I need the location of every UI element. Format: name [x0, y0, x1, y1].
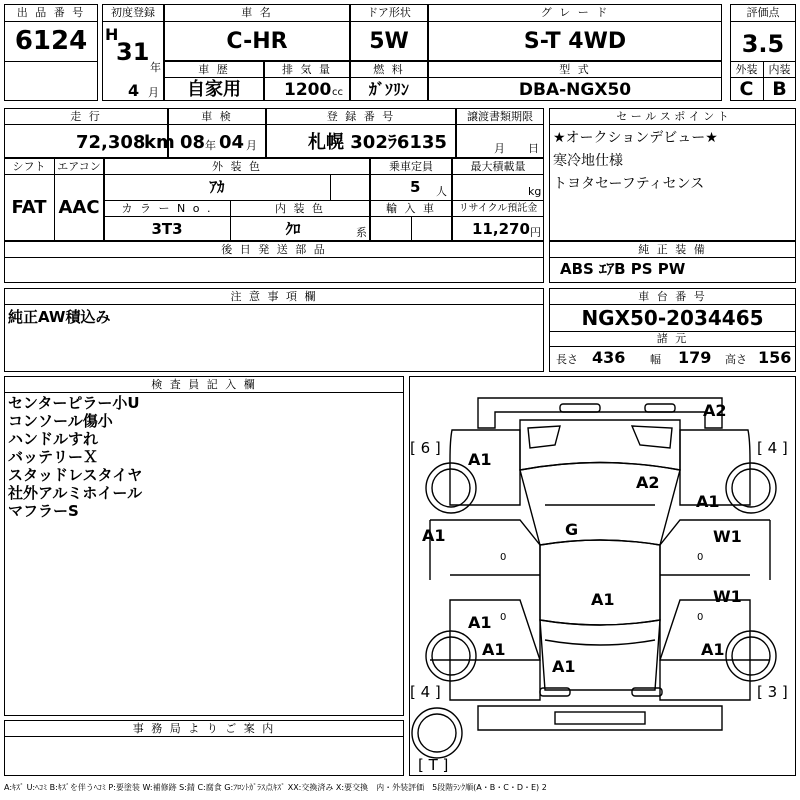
displacement-label: 排 気 量 — [282, 63, 332, 76]
damage-fr-fender: A1 — [696, 492, 720, 511]
damage-l-door-f-zero: 0 — [500, 552, 507, 563]
car-name: C-HR — [226, 29, 288, 54]
shift-label: シフト — [12, 160, 46, 173]
aircon-label: エアコン — [57, 160, 101, 173]
specs-height-label: 高さ — [725, 353, 747, 366]
int-color-unit: 系 — [356, 226, 367, 239]
plate-label: 登 録 番 号 — [326, 110, 396, 123]
inspector-line: マフラーS — [8, 502, 79, 520]
tire-mark-rr: [ 3 ] — [757, 683, 788, 701]
inspector-label: 検 査 員 記 入 欄 — [151, 378, 257, 391]
equipment-label: 純 正 装 備 — [638, 243, 707, 256]
reg-era: H — [105, 25, 119, 44]
damage-rr-fender: A1 — [701, 640, 725, 659]
color-no-value: 3T3 — [151, 220, 183, 238]
inspector-line: センターピラー小U — [8, 394, 140, 412]
car-label: 車 名 — [241, 6, 273, 19]
score-value: 3.5 — [741, 30, 785, 58]
damage-r-door-f: W1 — [713, 527, 742, 546]
damage-front-bumper: A2 — [703, 401, 727, 420]
equipment-value: ABS ｴｱB PS PW — [560, 260, 686, 278]
damage-fl-fender: A1 — [468, 450, 492, 469]
damage-l-door-r-zero: 0 — [500, 612, 507, 623]
displacement-value: 1200 — [284, 80, 332, 100]
plate-value: 札幌 302ﾗ6135 — [308, 132, 447, 153]
tire-mark-fr: [ 4 ] — [757, 439, 788, 457]
score-int-label: 内装 — [768, 63, 791, 76]
damage-rl-fender: A1 — [482, 640, 506, 659]
ext-color-label: 外 装 色 — [212, 160, 262, 173]
load-label: 最大積載量 — [470, 160, 526, 173]
damage-r-door-r: W1 — [713, 587, 742, 606]
specs-width: 179 — [678, 348, 712, 367]
reg-month: 4 — [128, 81, 140, 100]
specs-length-label: 長さ — [556, 353, 578, 366]
specs-height: 156 — [758, 348, 792, 367]
inspector-line: バッテリーＸ — [8, 448, 99, 466]
mileage-unit: km — [144, 132, 175, 153]
notes-label: 注 意 事 項 欄 — [230, 290, 318, 303]
recycle-label: リサイクル預託金 — [458, 203, 538, 214]
specs-length: 436 — [592, 348, 626, 367]
fuel-value: ｶﾞｿﾘﾝ — [368, 80, 409, 99]
ext-color-value: ｱｶ — [209, 178, 225, 196]
inspector-line: コンソール傷小 — [8, 412, 113, 430]
chassis-label: 車 台 番 号 — [638, 290, 707, 303]
inspection-month-unit: 月 — [246, 139, 257, 152]
capacity-label: 乗車定員 — [389, 160, 433, 173]
selling-line: 寒冷地仕様 — [553, 153, 623, 169]
grade-value: S-T 4WD — [523, 29, 627, 54]
damage-roof: G — [565, 520, 579, 539]
score-ext-label: 外装 — [735, 63, 758, 76]
damage-trunk: A1 — [591, 590, 615, 609]
recycle-unit: 円 — [530, 226, 541, 239]
history-label: 車 歴 — [198, 63, 230, 76]
score-ext: C — [739, 78, 754, 100]
inspection-label: 車 検 — [201, 110, 233, 123]
doors-value: 5W — [369, 29, 409, 54]
reg-year: 31 — [116, 38, 150, 66]
inspection-month: 04 — [219, 132, 245, 153]
shift-value: FAT — [11, 197, 47, 218]
transfer-day-unit: 日 — [528, 142, 539, 155]
inspection-year: 08 — [180, 132, 206, 153]
damage-r-door-r-zero: 0 — [697, 612, 704, 623]
tire-mark-fl: [ 6 ] — [410, 439, 441, 457]
specs-label: 諸 元 — [656, 332, 689, 345]
import-label: 輸 入 車 — [386, 202, 436, 215]
int-color-label: 内 装 色 — [275, 202, 325, 215]
selling-line: トヨタセーフティセンス — [553, 176, 705, 192]
chassis-value: NGX50-2034465 — [581, 306, 764, 330]
tire-mark-spare: [ T ] — [418, 756, 449, 774]
score-label: 評価点 — [746, 6, 780, 19]
later-parts-label: 後 日 発 送 部 品 — [221, 243, 327, 256]
fuel-label: 燃 料 — [373, 63, 405, 76]
doors-label: ドア形状 — [367, 6, 411, 19]
load-unit: kg — [528, 185, 542, 198]
damage-rear: A1 — [552, 657, 576, 676]
transfer-month-unit: 月 — [494, 142, 505, 155]
reg-year-unit: 年 — [150, 61, 161, 74]
inspection-year-unit: 年 — [205, 139, 216, 152]
model-value: DBA-NGX50 — [518, 80, 632, 100]
capacity-unit: 人 — [436, 185, 447, 198]
capacity-value: 5 — [410, 178, 421, 196]
lot-number: 6124 — [14, 26, 88, 56]
selling-line: ★オークションデビュー★ — [553, 130, 718, 146]
damage-r-door-f-zero: 0 — [697, 552, 704, 563]
aircon-value: AAC — [58, 197, 100, 218]
color-no-label: カ ラ ー N o . — [121, 202, 213, 215]
grade-label: グ レ ー ド — [540, 6, 610, 19]
model-label: 型 式 — [559, 63, 591, 76]
office-label: 事 務 局 よ り ご 案 内 — [132, 722, 276, 735]
mileage-label: 走 行 — [70, 110, 102, 123]
selling-label: セ ー ル ス ポ イ ン ト — [616, 110, 729, 123]
history-value: 自家用 — [187, 79, 241, 100]
reg-month-unit: 月 — [148, 86, 159, 99]
damage-l-door-r: A1 — [468, 613, 492, 632]
recycle-value: 11,270 — [472, 220, 530, 238]
int-color-value: ｸﾛ — [285, 220, 301, 238]
specs-width-label: 幅 — [650, 353, 661, 366]
displacement-unit: cc — [332, 87, 343, 98]
damage-l-door-f: A1 — [422, 526, 446, 545]
tire-mark-rl: [ 4 ] — [410, 683, 441, 701]
score-int: B — [772, 78, 787, 100]
damage-hood: A2 — [636, 473, 660, 492]
reg-label: 初度登録 — [111, 6, 155, 19]
inspector-line: ハンドルすれ — [8, 430, 99, 448]
legend: A:ｷｽﾞ U:ﾍｺﾐ B:ｷｽﾞを伴うﾍｺﾐ P:要塗装 W:補修跡 S:錆 C:腐食 G:ﾌﾛﾝﾄｶﾞﾗｽ点ｷｽﾞ XX:交換済み X:要交換 内・外装評価 5段階ﾗﾝｸ順(A・B・C・D・E) 2 — [4, 783, 547, 792]
notes-value: 純正AW積込み — [8, 308, 111, 326]
mileage-value: 72,308 — [76, 132, 146, 153]
inspector-line: スタッドレスタイヤ — [8, 466, 143, 484]
transfer-label: 譲渡書類期限 — [467, 110, 533, 123]
inspector-line: 社外アルミホイール — [8, 484, 143, 502]
lot-label: 出 品 番 号 — [16, 6, 86, 19]
